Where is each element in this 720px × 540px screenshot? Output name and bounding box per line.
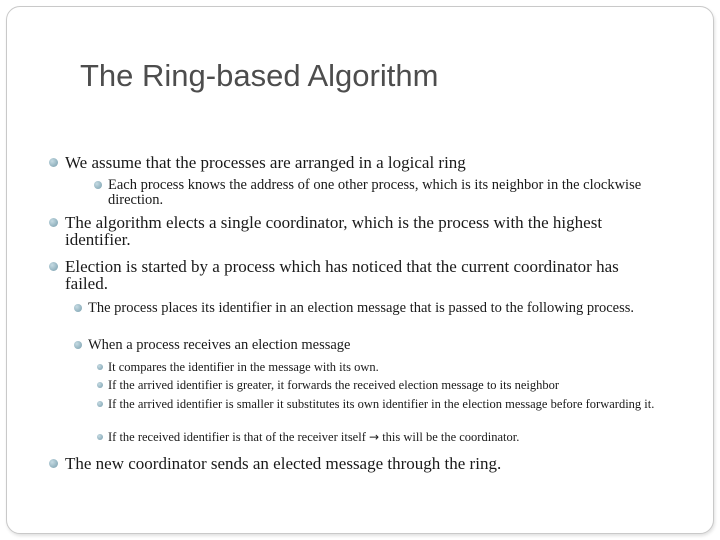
bullet-icon	[49, 262, 58, 271]
bullet-text: If the received identifier is that of the receiver itself	[108, 430, 366, 444]
bullet-receiver-itself	[108, 431, 678, 444]
bullet-text: If the arrived identifier is smaller it substitutes its own identifier in the election message before forwarding it.	[108, 397, 655, 411]
bullet-place-identifier	[88, 301, 648, 316]
bullet-icon	[49, 218, 58, 227]
bullet-text: The process places its identifier in an election message that is passed to the following process.	[88, 300, 635, 316]
bullet-icon	[97, 364, 103, 370]
bullet-icon	[74, 304, 82, 312]
bullet-icon	[97, 401, 103, 407]
bullet-text: If the arrived identifier is greater, it forwards the received election message to its neighbor	[108, 378, 560, 392]
bullet-text: Election is started by a process which has noticed that the current coordinator has failed.	[65, 257, 619, 293]
bullet-neighbor-address	[108, 178, 648, 208]
bullet-icon	[74, 341, 82, 349]
bullet-election-started	[65, 258, 665, 292]
slide-title: The Ring-based Algorithm	[80, 58, 439, 93]
arrow-right-icon: →	[369, 430, 380, 444]
bullet-text-continued: this will be the coordinator.	[382, 430, 520, 444]
bullet-icon	[97, 434, 103, 440]
bullet-smaller-substitutes	[108, 398, 678, 411]
bullet-receives-message	[88, 338, 648, 353]
bullet-icon	[49, 459, 58, 468]
bullet-text: It compares the identifier in the message with its own.	[108, 360, 379, 374]
bullet-greater-forwards	[108, 379, 678, 392]
bullet-elected-message	[65, 455, 665, 472]
bullet-text: The new coordinator sends an elected message through the ring.	[65, 454, 502, 473]
bullet-text: Each process knows the address of one other process, which is its neighbor in the clockwise direction.	[108, 177, 642, 208]
bullet-single-coordinator	[65, 214, 661, 248]
bullet-compares	[108, 361, 668, 374]
bullet-text: The algorithm elects a single coordinator, which is the process with the highest identifier.	[65, 213, 603, 249]
bullet-icon	[97, 382, 103, 388]
bullet-text: When a process receives an election message	[88, 337, 351, 353]
bullet-icon	[94, 181, 102, 189]
bullet-icon	[49, 158, 58, 167]
bullet-text: We assume that the processes are arranged in a logical ring	[65, 153, 466, 172]
bullet-logical-ring	[65, 154, 665, 171]
